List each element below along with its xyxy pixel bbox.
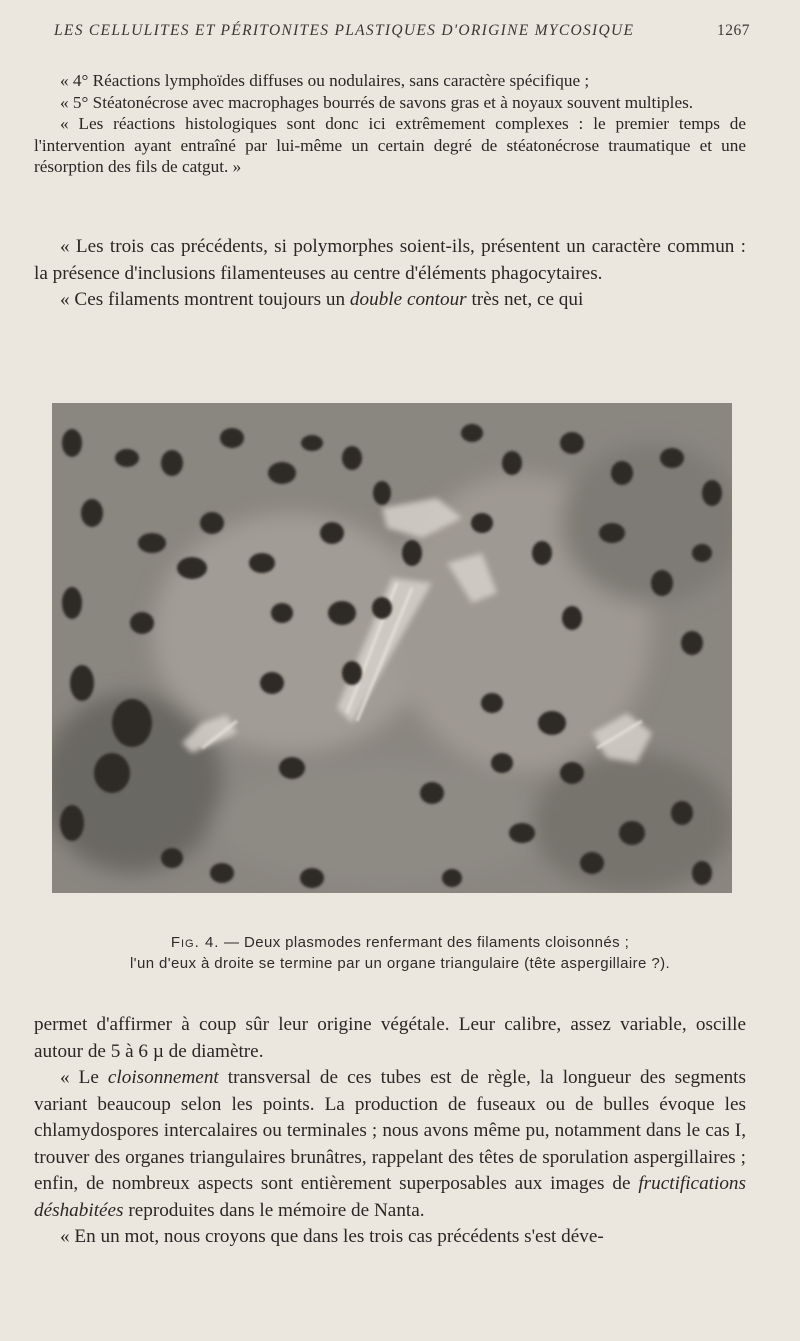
septation-start: « Le — [60, 1067, 108, 1088]
cloisonnement-italic: cloisonnement — [107, 1067, 219, 1088]
running-title: LES CELLULITES ET PÉRITONITES PLASTIQUES D'ORIGINE MYCOSIQUE — [54, 22, 635, 39]
quoted-list-block — [34, 70, 746, 178]
caption-line-2: l'un d'eux à droite se termine par un organe triangulaire (tête aspergillaire ?). — [129, 955, 671, 972]
list-item-4: « 4° Réactions lymphoïdes diffuses ou nodulaires, sans caractère spécifique ; — [60, 71, 590, 90]
fructifications-italic: fructifications déshabitées — [34, 1173, 746, 1221]
paragraph-caliber: permet d'affirmer à coup sûr leur origine végétale. Leur calibre, assez variable, oscille autour de 5 à 6 µ de diamètre. — [34, 1014, 746, 1062]
paragraph-conclusion: « En un mot, nous croyons que dans les trois cas précédents s'est déve- — [60, 1226, 604, 1247]
paragraph-filaments — [34, 287, 746, 314]
list-item-5: « 5° Stéatonécrose avec macrophages bourrés de savons gras et à noyaux souvent multiples. — [60, 92, 694, 112]
figure-caption — [40, 932, 760, 974]
septation-mid: transversal de ces tubes est de règle, la longueur des segments variant beaucoup selon les points. La production de fuseaux ou de bulles évoque les chlamydospores intercalaires ou terminales ; nous avons même pu, notamment dans le cas I, trouver des organes triangulaires brunâtres, rappelant des têtes de sporulation aspergillaires ; enfin, de nombreux aspects sont entièrement superposables aux images de — [34, 1067, 746, 1194]
septation-end: reproduites dans le mémoire de Nanta. — [123, 1199, 425, 1221]
filaments-text-end: très net, ce qui — [466, 289, 584, 310]
histology-paragraph: « Les réactions histologiques sont donc ici extrêmement complexes : le premier temps de l'intervention ayant entraîné par lui-même un certain degré de stéatonécrose traumatique et une résorption des fils de catgut. » — [34, 114, 746, 176]
paragraph-septation — [34, 1065, 746, 1224]
running-header — [54, 22, 750, 46]
paragraph-common-feature: « Les trois cas précédents, si polymorphes soient-ils, présentent un caractère commun : la présence d'inclusions filamenteuses au centre d'éléments phagocytaires. — [34, 236, 746, 284]
caption-line-1 — [40, 932, 760, 953]
body-text-lower — [34, 1012, 746, 1251]
figure-label: Fig. 4. — [170, 934, 220, 951]
page-number: 1267 — [717, 22, 750, 39]
double-contour-italic: double contour — [349, 289, 467, 310]
filaments-text-start: « Ces filaments montrent toujours un — [60, 289, 350, 310]
micrograph-image — [52, 403, 732, 893]
caption-text-1: — Deux plasmodes renfermant des filaments cloisonnés ; — [224, 934, 630, 951]
micrograph-figure — [52, 403, 732, 893]
body-text-upper — [34, 234, 746, 314]
